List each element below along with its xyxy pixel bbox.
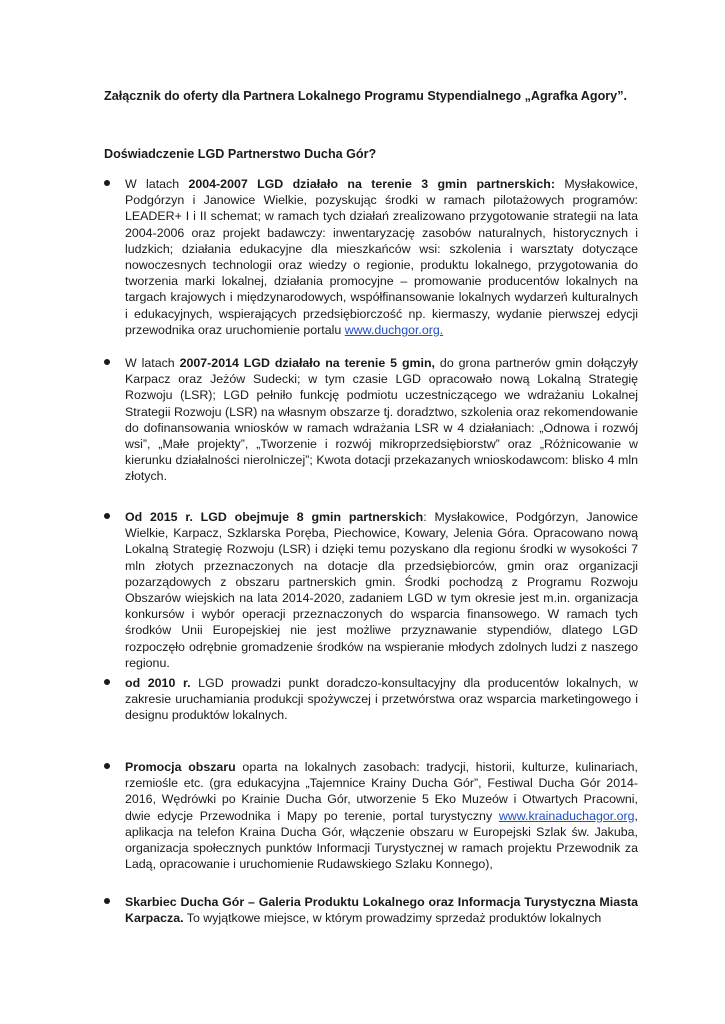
paragraph-body: : Mysłakowice, Podgórzyn, Janowice Wielkie, Karpacz, Szklarska Poręba, Piechowice, Kowary, Jelenia Góra. Opracowano nową Lokalną Strategię Rozwoju (LSR) i dzięki temu pozyskano dla regionu środki w wysokości 7 mln złotych przeznaczonych na dotacje dla przedsiębiorców, gmin oraz organizacji pozarządowych z obszaru partnerskich gmin. Środki pochodzą z Programu Rozwoju Obszarów wiejskich na lata 2014-2020, zadaniem LGD w tym okresie jest m.in. organizacja konkursów i wybór operacji przeznaczonych do wsparcia finansowego. W ramach tych środków Unii Europejskiej nie jest możliwe przyznawanie stypendiów, dlatego LGD rozpoczęło odrębnie gromadzenie środków na wspieranie młodych zdolnych ludzi z naszego regionu.	[125, 510, 639, 670]
paragraph-body-continued: , aplikacja na telefon Kraina Ducha Gór, włączenie obszaru w Europejski Szlak św. Jakuba, organizacja społecznych punktów Informacji Turystycznej w ramach projektu Przewodnik za Ladą, opracowanie i uruchomienie Rudawskiego Szlaku Konnego),	[125, 808, 638, 872]
paragraph-body: LGD prowadzi punkt doradczo-konsultacyjny dla producentów lokalnych, w zakresie uruchamiania produkcji spożywczej i przetwórstwa oraz wsparcia marketingowego i designu produktów lokalnych.	[125, 676, 638, 723]
paragraph-highlight: 2007-2014 LGD działało na terenie 5 gmin,	[179, 356, 436, 370]
bullet-icon	[104, 180, 110, 186]
paragraph-lead: W latach	[125, 177, 189, 191]
portal-link[interactable]: www.duchgor.org.	[344, 322, 444, 337]
tourism-portal-link[interactable]: www.krainaduchagor.org	[498, 808, 635, 823]
bullet-icon	[104, 763, 110, 769]
list-item	[104, 509, 638, 671]
section-heading: Doświadczenie LGD Partnerstwo Ducha Gór?	[104, 147, 377, 161]
paragraph-highlight: od 2010 r.	[125, 676, 191, 690]
paragraph-highlight: Promocja obszaru	[125, 760, 236, 774]
paragraph-body: do grona partnerów gmin dołączyły Karpacz oraz Jeżów Sudecki; w tym czasie LGD opracowało nową Lokalną Strategię Rozwoju (LSR); LGD pełniło funkcję podmiotu uczestniczącego we wdrażaniu Lokalnej Strategii Rozwoju (LSR) na własnym obszarze tj. doradztwo, szkolenia oraz rekomendowanie do dofinansowania wniosków w ramach wdrażania LSR w 4 działaniach: „Odnowa i rozwój wsi”, „Małe projekty”, „Tworzenie i rozwój mikroprzedsiębiorstw” oraz „Różnicowanie w kierunku działalności nierolniczej”; Kwota dotacji przekazanych wnioskodawcom: blisko 4 mln złotych.	[125, 356, 639, 484]
bullet-icon	[104, 679, 110, 685]
paragraph	[125, 675, 638, 724]
paragraph	[125, 894, 638, 926]
paragraph	[125, 759, 638, 872]
paragraph	[125, 176, 638, 338]
list-item	[104, 759, 638, 872]
paragraph-body: Mysłakowice, Podgórzyn i Janowice Wielkie, pozyskując środki w ramach pilotażowych programów: LEADER+ I i II schemat; w ramach tych działań zrealizowano przygotowanie strategii na lata 2004-2006 oraz projekt badawczy: inwentaryzację zasobów naturalnych, historycznych i ludzkich; działania edukacyjne dla mieszkańców wsi: szkolenia i warsztaty dotyczące nowoczesnych technologii oraz wiedzy o regionie, produktu lokalnego, przygotowania do tworzenia marki lokalnej, działania promocyjne – promowanie producentów lokalnych na targach krajowych i międzynarodowych, współfinansowanie lokalnych wydarzeń kulturalnych i edukacyjnych, wspierających przedsiębiorczość np. kiermaszy, wydanie pierwszej edycji przewodnika oraz uruchomienie portalu	[125, 177, 638, 337]
paragraph-highlight: 2004-2007 LGD działało na terenie 3 gmin partnerskich:	[188, 177, 555, 191]
paragraph-body: oparta na lokalnych zasobach: tradycji, historii, kulturze, kulinariach, rzemiośle etc. (gra edukacyjna „Tajemnice Krainy Ducha Gór”, Festiwal Ducha Gór 2014-2016, Wędrówki po Krainie Ducha Gór, utworzenie 5 Eko Muzeów i Otwartych Pracowni, dwie edycje Przewodnika i Mapy po terenie, portal turystyczny	[125, 760, 638, 823]
bullet-icon	[104, 898, 110, 904]
paragraph-body: To wyjątkowe miejsce, w którym prowadzimy sprzedaż produktów lokalnych	[183, 911, 602, 926]
list-item	[104, 894, 638, 926]
list-item	[104, 176, 638, 338]
paragraph	[125, 509, 638, 671]
bullet-icon	[104, 513, 110, 519]
paragraph-highlight: Od 2015 r. LGD obejmuje 8 gmin partnerskich	[125, 510, 424, 524]
list-item	[104, 355, 638, 485]
bullet-icon	[104, 359, 110, 365]
paragraph-highlight: Skarbiec Ducha Gór – Galeria Produktu Lokalnego oraz Informacja Turystyczna Miasta Karpacza.	[125, 895, 638, 926]
list-item	[104, 675, 638, 724]
paragraph-lead: W latach	[125, 356, 180, 370]
document-title: Załącznik do oferty dla Partnera Lokalnego Programu Stypendialnego „Agrafka Agory”.	[104, 89, 627, 103]
paragraph	[125, 355, 638, 485]
